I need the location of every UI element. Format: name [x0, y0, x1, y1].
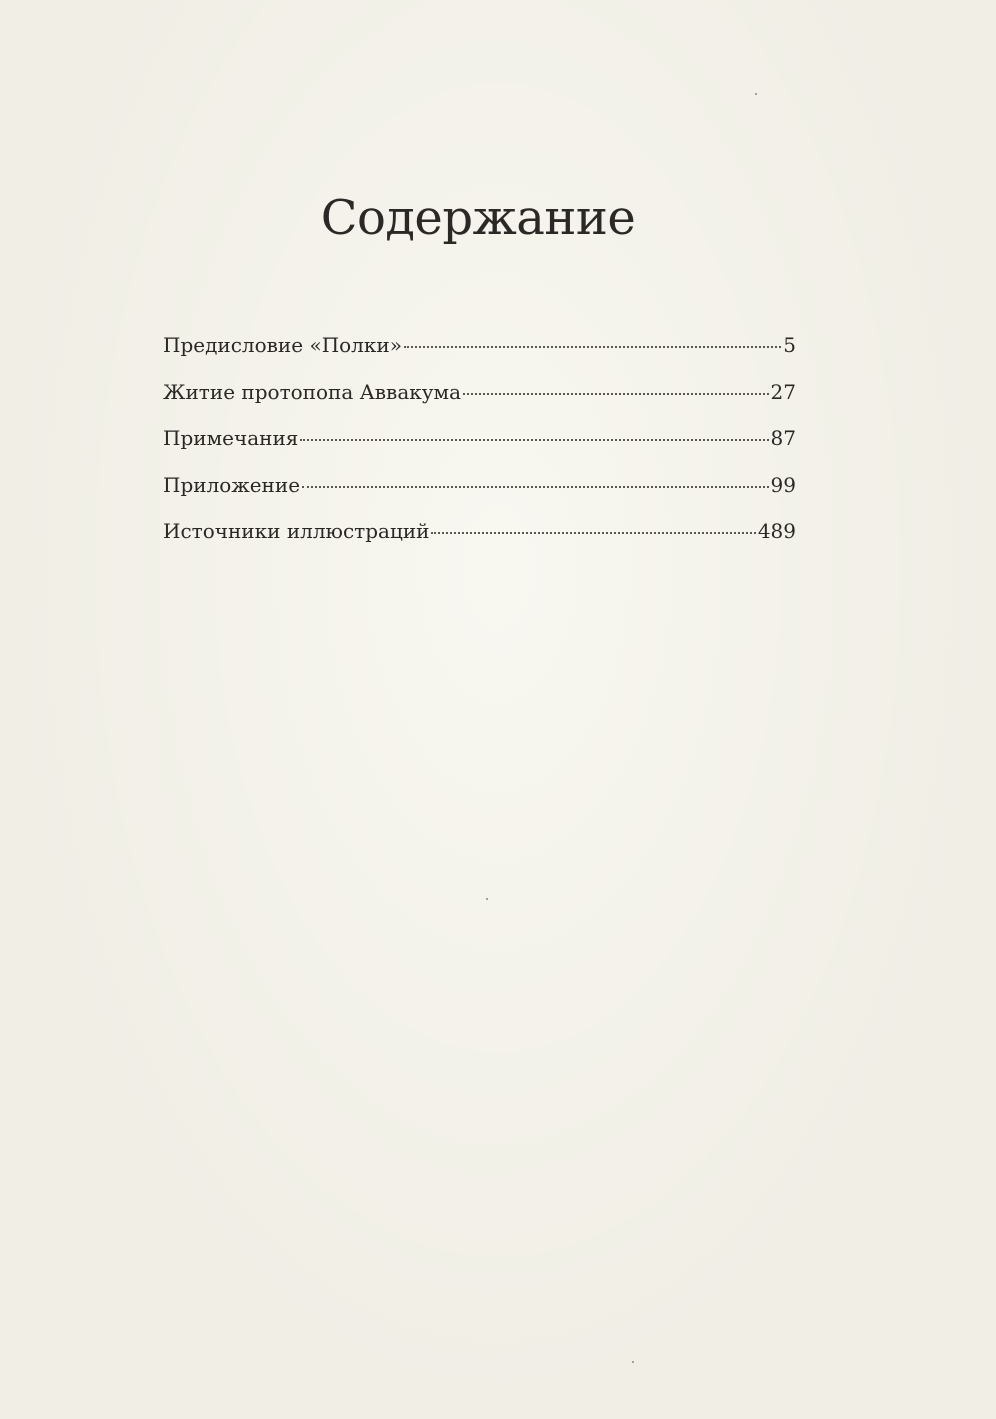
- toc-entry-label: Приложение: [163, 472, 301, 497]
- toc-entry-label: Предисловие «Полки»: [163, 333, 402, 357]
- table-of-contents: [163, 333, 796, 566]
- toc-entry-page: 489: [757, 519, 796, 543]
- paper-speck: [755, 93, 757, 95]
- toc-entry-page: 27: [770, 379, 796, 404]
- toc-entry-page: 5: [783, 333, 796, 357]
- toc-dot-leader: [431, 532, 755, 534]
- toc-entry-label: Источники иллюстраций: [163, 519, 430, 543]
- toc-entry: [163, 519, 796, 566]
- paper-speck: [632, 1361, 634, 1363]
- toc-dot-leader: [302, 486, 768, 488]
- toc-entry-label: Житие протопопа Аввакума: [163, 379, 461, 404]
- toc-entry-label: Примечания: [163, 426, 299, 450]
- toc-dot-leader: [404, 346, 781, 348]
- toc-entry-page: 87: [770, 426, 796, 450]
- paper-speck: [486, 898, 488, 900]
- toc-entry: [163, 426, 796, 473]
- toc-dot-leader: [463, 393, 769, 395]
- toc-entry: [163, 333, 796, 380]
- toc-entry: [163, 380, 796, 427]
- page-title: Содержание: [320, 190, 636, 246]
- toc-entry: [163, 473, 796, 520]
- toc-entry-page: 99: [770, 472, 796, 497]
- toc-dot-leader: [300, 439, 768, 441]
